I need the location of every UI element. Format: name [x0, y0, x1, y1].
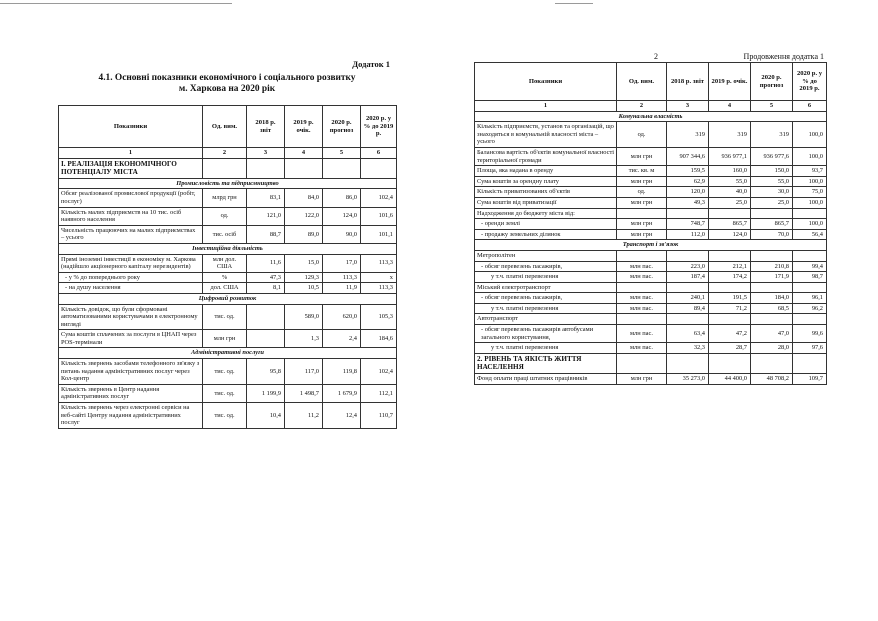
value-cell: 109,7 [793, 374, 827, 385]
value-cell: 160,0 [709, 166, 751, 177]
value-cell: 174,2 [709, 272, 751, 283]
value-cell: 56,4 [793, 229, 827, 240]
value-cell: 84,0 [285, 189, 323, 207]
indicator-label: Кількість звернень в Центр надання адміністративних послуг [59, 384, 203, 402]
value-cell: 47,2 [709, 325, 751, 343]
indicator-label: Обсяг реалізованої промислової продукції (робіт, послуг) [59, 189, 203, 207]
value-cell: 11,9 [323, 283, 361, 294]
table-row [475, 208, 827, 219]
unit-cell [617, 282, 667, 293]
value-cell: 75,0 [793, 187, 827, 198]
value-cell: 120,0 [667, 187, 709, 198]
subsection-heading-row [59, 348, 397, 359]
indicator-label: Кількість довідок, що були сформовані автоматизованими користувачами в електронному вигляді [59, 304, 203, 330]
table-row [475, 261, 827, 272]
value-cell: 187,4 [667, 272, 709, 283]
value-cell: 1,3 [285, 330, 323, 348]
column-index-cell: 3 [247, 148, 285, 159]
table-row [59, 225, 397, 243]
value-cell: 117,0 [285, 359, 323, 385]
indicator-label: Автотранспорт [475, 314, 617, 325]
value-cell: 171,9 [751, 272, 793, 283]
column-index-row [475, 101, 827, 112]
value-cell: 93,7 [793, 166, 827, 177]
value-cell [667, 250, 709, 261]
unit-cell: тис. од. [203, 304, 247, 330]
value-cell [667, 282, 709, 293]
value-cell: 100,0 [793, 147, 827, 165]
unit-cell: млн грн [617, 197, 667, 208]
value-cell: 40,0 [709, 187, 751, 198]
value-cell: 44 400,0 [709, 374, 751, 385]
indicators-table-left [58, 105, 397, 429]
unit-cell: од. [617, 187, 667, 198]
value-cell: 113,3 [323, 272, 361, 283]
value-cell: 11,6 [247, 254, 285, 272]
unit-cell: тис. осіб [203, 225, 247, 243]
unit-cell: млн пас. [617, 303, 667, 314]
value-cell [751, 314, 793, 325]
scan-edge-line-right [555, 3, 593, 4]
value-cell: 101,6 [361, 207, 397, 225]
table-row [475, 147, 827, 165]
indicator-label: Метрополітен [475, 250, 617, 261]
indicator-label: Балансова вартість об'єктів комунальної власності територіальної громади [475, 147, 617, 165]
indicator-label: Площа, яка надана в оренду [475, 166, 617, 177]
unit-cell: дол. США [203, 283, 247, 294]
left-page [58, 14, 396, 429]
value-cell [709, 314, 751, 325]
value-cell: 1 199,9 [247, 384, 285, 402]
indicator-label: - обсяг перевезень пасажирів, [475, 293, 617, 304]
table-row [59, 254, 397, 272]
value-cell: 30,0 [751, 187, 793, 198]
value-cell [751, 250, 793, 261]
table-row [475, 272, 827, 283]
empty-cell [709, 353, 751, 373]
indicator-label: Кількість звернень засобами телефонного зв'язку з питань надання адміністративних послуг через Кол-центр [59, 359, 203, 385]
unit-cell: млн пас. [617, 293, 667, 304]
value-cell: 150,0 [751, 166, 793, 177]
unit-cell: тис. од. [203, 403, 247, 429]
value-cell: 47,3 [247, 272, 285, 283]
value-cell: 100,0 [793, 122, 827, 148]
subsection-heading-row [59, 243, 397, 254]
empty-cell [203, 158, 247, 178]
header-cell: Од. вим. [203, 106, 247, 148]
unit-cell: млн грн [617, 229, 667, 240]
value-cell [793, 314, 827, 325]
value-cell: 96,1 [793, 293, 827, 304]
value-cell: 124,0 [709, 229, 751, 240]
value-cell: 55,0 [709, 176, 751, 187]
unit-cell: млн грн [617, 176, 667, 187]
unit-cell: % [203, 272, 247, 283]
header-cell: Показники [59, 106, 203, 148]
value-cell: 100,0 [793, 176, 827, 187]
value-cell: х [361, 272, 397, 283]
table-row [475, 282, 827, 293]
value-cell: 89,0 [285, 225, 323, 243]
value-cell [709, 250, 751, 261]
unit-cell: млн пас. [617, 325, 667, 343]
indicator-label: Фонд оплати праці штатних працівників [475, 374, 617, 385]
indicator-label: у т.ч. платні перевезення [475, 272, 617, 283]
value-cell [751, 282, 793, 293]
column-index-cell: 6 [361, 148, 397, 159]
value-cell: 49,3 [667, 197, 709, 208]
indicator-label: у т.ч. платні перевезення [475, 303, 617, 314]
indicator-label: Сума коштів від приватизації [475, 197, 617, 208]
empty-cell [361, 158, 397, 178]
table-row [59, 207, 397, 225]
table-row [475, 303, 827, 314]
subsection-heading: Цифровий розвиток [59, 293, 397, 304]
indicator-label: - у % до попереднього року [59, 272, 203, 283]
unit-cell: млрд грн [203, 189, 247, 207]
value-cell: 113,3 [361, 254, 397, 272]
header-cell: 2019 р. очік. [285, 106, 323, 148]
value-cell: 191,5 [709, 293, 751, 304]
table-row [475, 176, 827, 187]
table-row [59, 272, 397, 283]
empty-cell [247, 158, 285, 178]
document-title-line2: м. Харкова на 2020 рік [178, 84, 276, 94]
indicator-label: - на душу населення [59, 283, 203, 294]
table-row [475, 197, 827, 208]
empty-cell [793, 353, 827, 373]
table-row [475, 122, 827, 148]
value-cell: 68,5 [751, 303, 793, 314]
value-cell: 8,1 [247, 283, 285, 294]
table-row [59, 330, 397, 348]
value-cell: 1 679,9 [323, 384, 361, 402]
value-cell [709, 282, 751, 293]
indicators-table-right [474, 62, 827, 385]
empty-cell [323, 158, 361, 178]
value-cell: 71,2 [709, 303, 751, 314]
value-cell: 32,3 [667, 343, 709, 354]
section-heading-row [475, 353, 827, 373]
indicator-label: Сума коштів сплачених за послуги в ЦНАП через POS-термінали [59, 330, 203, 348]
header-row [475, 63, 827, 101]
indicator-label: Надходження до бюджету міста від: [475, 208, 617, 219]
right-page [474, 14, 826, 385]
value-cell: 88,7 [247, 225, 285, 243]
indicator-label: Кількість приватизованих об'єктів [475, 187, 617, 198]
empty-cell [751, 353, 793, 373]
subsection-heading: Промисловість та підприємництво [59, 178, 397, 189]
value-cell [793, 250, 827, 261]
value-cell: 124,0 [323, 207, 361, 225]
indicator-label: Кількість малих підприємств на 10 тис. осіб наявного населення [59, 207, 203, 225]
table-row [475, 343, 827, 354]
header-cell: 2020 р. прогноз [751, 63, 793, 101]
value-cell: 240,1 [667, 293, 709, 304]
value-cell: 96,2 [793, 303, 827, 314]
value-cell: 936 977,6 [751, 147, 793, 165]
column-index-cell: 5 [323, 148, 361, 159]
indicator-label: Чисельність працюючих на малих підприємствах – усього [59, 225, 203, 243]
value-cell: 25,0 [709, 197, 751, 208]
value-cell: 184,0 [751, 293, 793, 304]
value-cell: 129,3 [285, 272, 323, 283]
header-cell: 2018 р. звіт [667, 63, 709, 101]
table-body [59, 158, 397, 428]
indicator-label: Сума коштів за орендну плату [475, 176, 617, 187]
value-cell: 121,0 [247, 207, 285, 225]
subsection-heading: Інвестиційна діяльність [59, 243, 397, 254]
continuation-header [474, 14, 826, 61]
value-cell: 62,9 [667, 176, 709, 187]
value-cell: 1 498,7 [285, 384, 323, 402]
value-cell: 102,4 [361, 359, 397, 385]
value-cell: 319 [751, 122, 793, 148]
value-cell: 10,5 [285, 283, 323, 294]
column-index-cell: 1 [475, 101, 617, 112]
value-cell: 748,7 [667, 219, 709, 230]
table-row [475, 166, 827, 177]
table-row [475, 314, 827, 325]
unit-cell [617, 208, 667, 219]
value-cell: 99,6 [793, 325, 827, 343]
unit-cell: млн грн [203, 330, 247, 348]
unit-cell: тис. од. [203, 359, 247, 385]
unit-cell: млн грн [617, 219, 667, 230]
value-cell: 89,4 [667, 303, 709, 314]
header-cell: Показники [475, 63, 617, 101]
value-cell: 100,0 [793, 219, 827, 230]
header-cell: 2018 р. звіт [247, 106, 285, 148]
indicator-label: Кількість звернень через електронні сервіси на веб-сайті Центру надання адміністративних послуг [59, 403, 203, 429]
subsection-heading: Адміністративні послуги [59, 348, 397, 359]
unit-cell: од. [617, 122, 667, 148]
indicator-label: - обсяг перевезень пасажирів, [475, 261, 617, 272]
value-cell: 28,0 [751, 343, 793, 354]
value-cell: 210,8 [751, 261, 793, 272]
subsection-heading-row [475, 111, 827, 122]
value-cell [247, 330, 285, 348]
column-index-cell: 2 [203, 148, 247, 159]
value-cell: 97,6 [793, 343, 827, 354]
value-cell: 2,4 [323, 330, 361, 348]
value-cell [793, 208, 827, 219]
table-row [475, 250, 827, 261]
value-cell: 620,0 [323, 304, 361, 330]
table-row [59, 189, 397, 207]
value-cell: 589,0 [285, 304, 323, 330]
value-cell: 98,7 [793, 272, 827, 283]
value-cell: 70,0 [751, 229, 793, 240]
unit-cell: млн дол. США [203, 254, 247, 272]
value-cell: 184,6 [361, 330, 397, 348]
column-index-cell: 5 [751, 101, 793, 112]
value-cell: 223,0 [667, 261, 709, 272]
value-cell: 936 977,1 [709, 147, 751, 165]
unit-cell: млн грн [617, 374, 667, 385]
value-cell: 100,0 [793, 197, 827, 208]
column-index-cell: 4 [709, 101, 751, 112]
indicator-label: Прямі іноземні інвестиції в економіку м. Харкова (надійшло акціонерного капіталу нерезидентів) [59, 254, 203, 272]
header-cell: 2020 р. у % до 2019 р. [361, 106, 397, 148]
table-row [475, 229, 827, 240]
column-index-cell: 4 [285, 148, 323, 159]
table-row [59, 359, 397, 385]
value-cell: 25,0 [751, 197, 793, 208]
column-index-row [59, 148, 397, 159]
value-cell: 212,1 [709, 261, 751, 272]
value-cell: 159,5 [667, 166, 709, 177]
value-cell: 90,0 [323, 225, 361, 243]
table-row [475, 374, 827, 385]
unit-cell: тис. од. [203, 384, 247, 402]
indicator-label: у т.ч. платні перевезення [475, 343, 617, 354]
value-cell [247, 304, 285, 330]
subsection-heading-row [59, 293, 397, 304]
unit-cell: од. [203, 207, 247, 225]
indicator-label: - обсяг перевезень пасажирів автобусами загального користування, [475, 325, 617, 343]
value-cell: 28,7 [709, 343, 751, 354]
header-cell: 2020 р. у % до 2019 р. [793, 63, 827, 101]
header-row [59, 106, 397, 148]
value-cell [793, 282, 827, 293]
document-title-line1: 4.1. Основні показники економічного і соціального розвитку [98, 73, 356, 83]
value-cell: 95,8 [247, 359, 285, 385]
value-cell: 11,2 [285, 403, 323, 429]
column-index-cell: 6 [793, 101, 827, 112]
continuation-label: Продовження додатка 1 [743, 52, 824, 61]
table-row [59, 384, 397, 402]
value-cell: 47,0 [751, 325, 793, 343]
subsection-heading-row [59, 178, 397, 189]
value-cell: 865,7 [709, 219, 751, 230]
column-index-cell: 1 [59, 148, 203, 159]
value-cell: 63,4 [667, 325, 709, 343]
value-cell: 12,4 [323, 403, 361, 429]
table-row [475, 187, 827, 198]
unit-cell: тис. кв. м [617, 166, 667, 177]
value-cell: 35 273,0 [667, 374, 709, 385]
value-cell: 86,0 [323, 189, 361, 207]
subsection-heading: Комунальна власність [475, 111, 827, 122]
table-body [475, 111, 827, 384]
value-cell: 122,0 [285, 207, 323, 225]
value-cell: 10,4 [247, 403, 285, 429]
value-cell: 319 [667, 122, 709, 148]
value-cell: 102,4 [361, 189, 397, 207]
indicator-label: - оренди землі [475, 219, 617, 230]
value-cell: 907 344,6 [667, 147, 709, 165]
header-cell: Од. вим. [617, 63, 667, 101]
annex-label: Додаток 1 [352, 59, 390, 69]
value-cell: 112,0 [667, 229, 709, 240]
value-cell: 15,0 [285, 254, 323, 272]
unit-cell: млн пас. [617, 272, 667, 283]
unit-cell: млн пас. [617, 343, 667, 354]
subsection-heading-row [475, 240, 827, 251]
value-cell: 55,0 [751, 176, 793, 187]
value-cell: 17,0 [323, 254, 361, 272]
value-cell [709, 208, 751, 219]
value-cell: 48 708,2 [751, 374, 793, 385]
page-number: 2 [654, 52, 658, 61]
value-cell: 119,8 [323, 359, 361, 385]
value-cell: 101,1 [361, 225, 397, 243]
value-cell: 110,7 [361, 403, 397, 429]
column-index-cell: 3 [667, 101, 709, 112]
header-cell: 2019 р. очік. [709, 63, 751, 101]
value-cell: 112,1 [361, 384, 397, 402]
subsection-heading: Транспорт і зв'язок [475, 240, 827, 251]
value-cell: 105,3 [361, 304, 397, 330]
unit-cell [617, 250, 667, 261]
scan-edge-line-left [0, 3, 232, 4]
value-cell [667, 208, 709, 219]
unit-cell: млн грн [617, 147, 667, 165]
value-cell: 865,7 [751, 219, 793, 230]
table-row [475, 293, 827, 304]
header-cell: 2020 р. прогноз [323, 106, 361, 148]
table-row [59, 283, 397, 294]
section-heading: 2. РІВЕНЬ ТА ЯКІСТЬ ЖИТТЯ НАСЕЛЕННЯ [475, 353, 617, 373]
table-row [475, 219, 827, 230]
indicator-label: - продажу земельних ділянок [475, 229, 617, 240]
empty-cell [667, 353, 709, 373]
table-row [59, 304, 397, 330]
value-cell: 83,1 [247, 189, 285, 207]
value-cell [751, 208, 793, 219]
value-cell: 113,3 [361, 283, 397, 294]
indicator-label: Міський електротранспорт [475, 282, 617, 293]
value-cell [667, 314, 709, 325]
table-row [59, 403, 397, 429]
empty-cell [617, 353, 667, 373]
value-cell: 99,4 [793, 261, 827, 272]
unit-cell [617, 314, 667, 325]
column-index-cell: 2 [617, 101, 667, 112]
unit-cell: млн пас. [617, 261, 667, 272]
section-heading-row [59, 158, 397, 178]
value-cell: 319 [709, 122, 751, 148]
table-row [475, 325, 827, 343]
empty-cell [285, 158, 323, 178]
section-heading: I. РЕАЛІЗАЦІЯ ЕКОНОМІЧНОГО ПОТЕНЦІАЛУ МІСТА [59, 158, 203, 178]
indicator-label: Кількість підприємств, установ та організацій, що знаходяться в комунальній власності міста – усього [475, 122, 617, 148]
